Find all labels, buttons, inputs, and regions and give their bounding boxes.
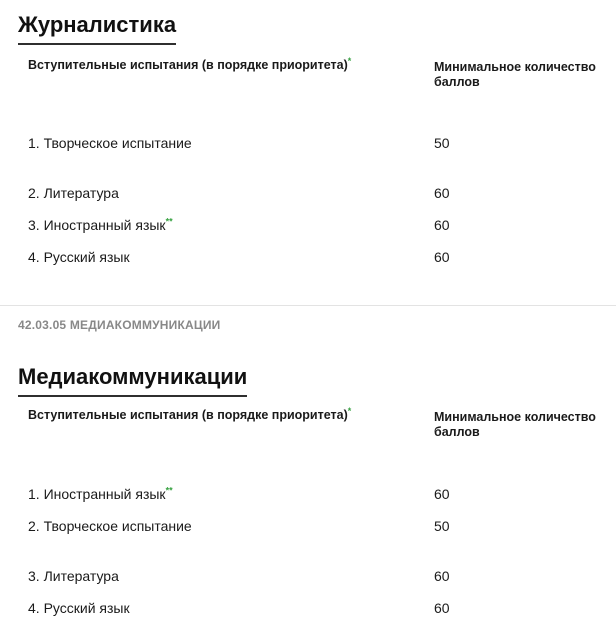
table-row xyxy=(0,215,616,235)
program-code-label: 42.03.05 МЕДИАКОММУНИКАЦИИ xyxy=(18,318,221,332)
exams-header-label: Вступительные испытания (в порядке приоритета) xyxy=(28,408,348,422)
exam-name-text: 1. Иностранный язык xyxy=(28,486,166,502)
table-row xyxy=(0,247,616,267)
exam-name-text: 3. Иностранный язык xyxy=(28,217,166,233)
table-row xyxy=(0,566,616,586)
section-divider xyxy=(0,305,616,306)
min-score: 60 xyxy=(434,217,450,233)
footnote-mark: ** xyxy=(165,216,173,227)
footnote-mark: ** xyxy=(165,485,173,496)
exam-name xyxy=(28,133,192,153)
exam-name-text: 3. Литература xyxy=(28,568,119,584)
min-score: 60 xyxy=(434,185,450,201)
section-title-journalism: Журналистика xyxy=(18,12,176,45)
score-column-header: Минимальное количество баллов xyxy=(434,60,596,89)
exam-name xyxy=(28,598,130,618)
min-score: 50 xyxy=(434,135,450,151)
table-row xyxy=(0,183,616,203)
exam-name xyxy=(28,566,119,586)
exam-name-text: 1. Творческое испытание xyxy=(28,135,192,151)
table-row xyxy=(0,133,616,153)
min-score: 60 xyxy=(434,600,450,616)
exam-name xyxy=(28,247,130,267)
exam-name xyxy=(28,215,173,235)
exams-header-label: Вступительные испытания (в порядке приоритета) xyxy=(28,58,348,72)
exam-name xyxy=(28,484,173,504)
min-score: 60 xyxy=(434,249,450,265)
exam-name xyxy=(28,183,119,203)
section-title-media-communications: Медиакоммуникации xyxy=(18,364,247,397)
min-score: 50 xyxy=(434,518,450,534)
footnote-mark: * xyxy=(347,55,352,66)
table-row xyxy=(0,484,616,504)
exams-column-header xyxy=(28,405,352,423)
min-score: 60 xyxy=(434,486,450,502)
score-column-header: Минимальное количество баллов xyxy=(434,410,596,439)
exam-name-text: 4. Русский язык xyxy=(28,249,130,265)
exam-name-text: 2. Творческое испытание xyxy=(28,518,192,534)
exam-name xyxy=(28,516,192,536)
exams-column-header xyxy=(28,55,352,73)
min-score: 60 xyxy=(434,568,450,584)
table-row xyxy=(0,516,616,536)
exam-name-text: 2. Литература xyxy=(28,185,119,201)
footnote-mark: * xyxy=(347,405,352,416)
exam-name-text: 4. Русский язык xyxy=(28,600,130,616)
table-row xyxy=(0,598,616,618)
